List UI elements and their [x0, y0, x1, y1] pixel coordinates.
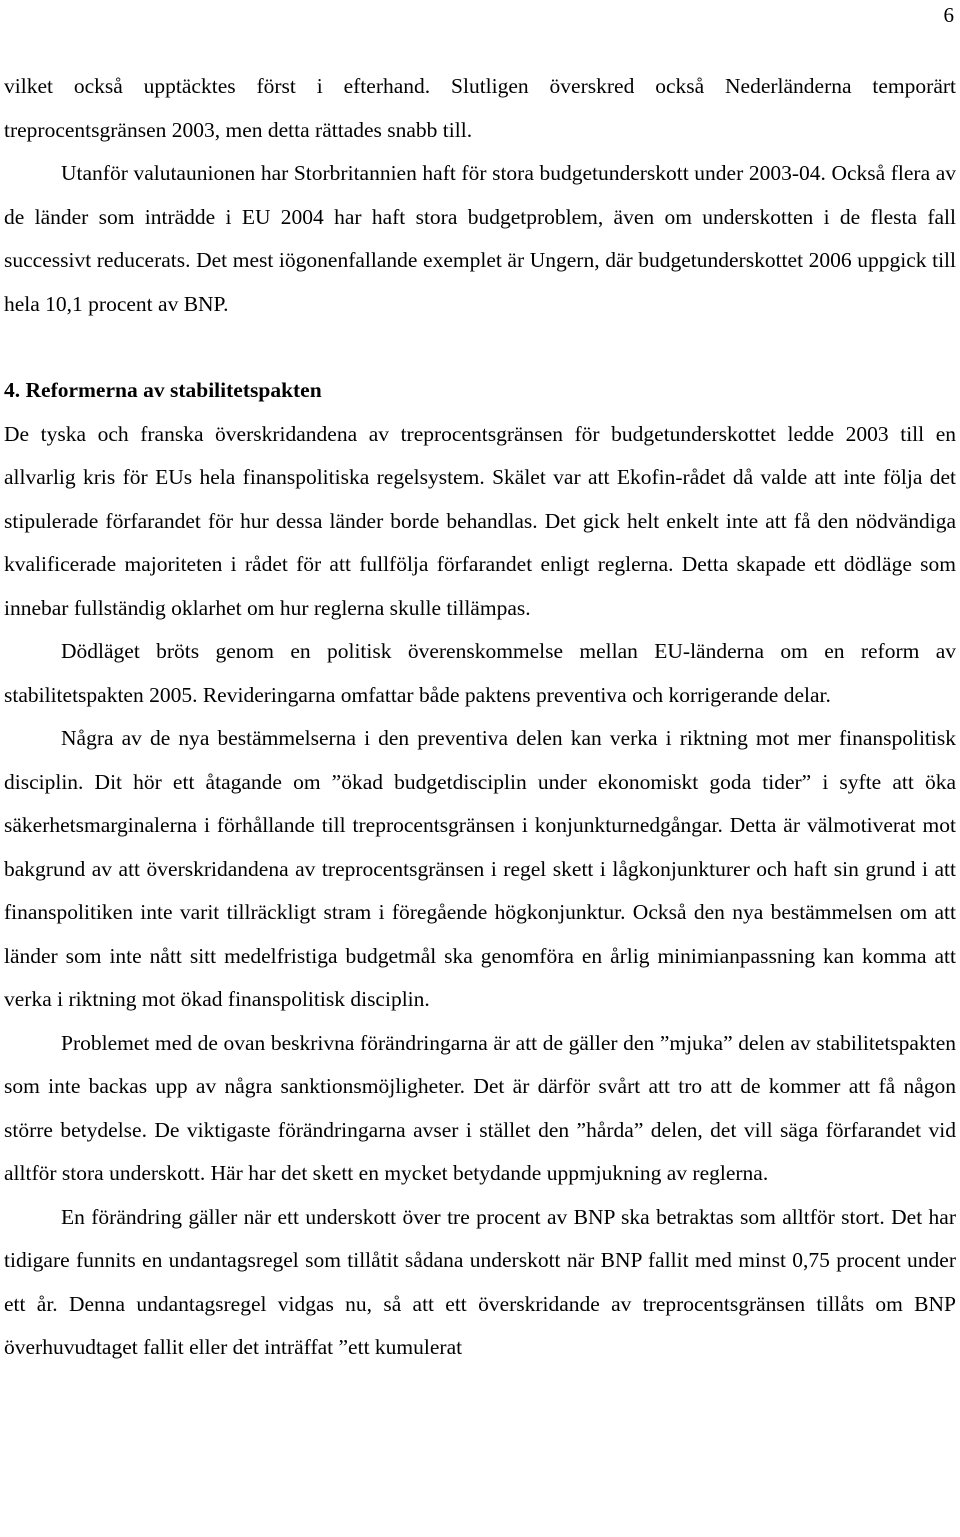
paragraph-crisis-2003: De tyska och franska överskridandena av treprocentsgränsen för budgetunderskottet ledde 2003 till en allvarlig kris för EUs hela finanspolitiska regelsystem. Skälet var att Ekofin-rådet då valde att inte följa det stipulerade förfarandet för hur dessa länder borde behandlas. Det gick helt enkelt inte att få den nödvändiga kvalificerade majoriteten i rådet för att fullfölja förfarandet enligt reglerna. Detta skapade ett dödläge som innebar fullständig oklarhet om hur reglerna skulle tillämpas. [4, 421, 956, 620]
paragraph-continuation: vilket också upptäcktes först i efterhand. Slutligen överskred också Nederländerna temporärt treprocentsgränsen 2003, men detta rättades snabb till. [4, 74, 956, 142]
paragraph-reform-2005: Dödläget bröts genom en politisk överenskommelse mellan EU-länderna om en reform av stabilitetspakten 2005. Revideringarna omfattar både paktens preventiva och korrigerande delar. [4, 639, 956, 707]
paragraph-uk-eu-deficits: Utanför valutaunionen har Storbritannien haft för stora budgetunderskott under 2003-04. Också flera av de länder som inträdde i EU 2004 har haft stora budgetproblem, även om underskotten i de flesta fall successivt reducerats. Det mest iögonenfallande exemplet är Ungern, där budgetunderskottet 2006 uppgick till hela 10,1 procent av BNP. [4, 161, 956, 316]
document-body [4, 65, 956, 1370]
paragraph-preventive-part: Några av de nya bestämmelserna i den preventiva delen kan verka i riktning mot mer finanspolitisk disciplin. Dit hör ett åtagande om ”ökad budgetdisciplin under ekonomiskt goda tider” i syfte att öka säkerhetsmarginalerna i förhållande till treprocentsgränsen i konjunkturnedgångar. Detta är välmotiverat mot bakgrund av att överskridandena av treprocentsgränsen i regel skett i lågkonjunkturer och haft sin grund i att finanspolitiken inte varit tillräckligt stram i föregående högkonjunktur. Också den nya bestämmelsen om att länder som inte nått sitt medelfristiga budgetmål ska genomföra en årlig minimianpassning kan komma att verka i riktning mot ökad finanspolitisk disciplin. [4, 726, 956, 1011]
section-heading: 4. Reformerna av stabilitetspakten [4, 378, 322, 402]
paragraph-excessive-deficit-change: En förändring gäller när ett underskott över tre procent av BNP ska betraktas som alltför stort. Det har tidigare funnits en undantagsregel som tillåtit sådana underskott när BNP fallit med minst 0,75 procent under ett år. Denna undantagsregel vidgas nu, så att ett överskridande av treprocentsgränsen tillåts om BNP överhuvudtaget fallit eller det inträffat ”ett kumulerat [4, 1204, 956, 1359]
paragraph-soft-part-problem: Problemet med de ovan beskrivna förändringarna är att de gäller den ”mjuka” delen av stabilitetspakten som inte backas upp av några sanktionsmöjligheter. Det är därför svårt att tro att de kommer att få någon större betydelse. De viktigaste förändringarna avser i stället den ”hårda” delen, det vill säga förfarandet vid alltför stora underskott. Här har det skett en mycket betydande uppmjukning av reglerna. [4, 1030, 956, 1185]
page-number: 6 [943, 3, 954, 27]
section-spacer [4, 326, 956, 369]
